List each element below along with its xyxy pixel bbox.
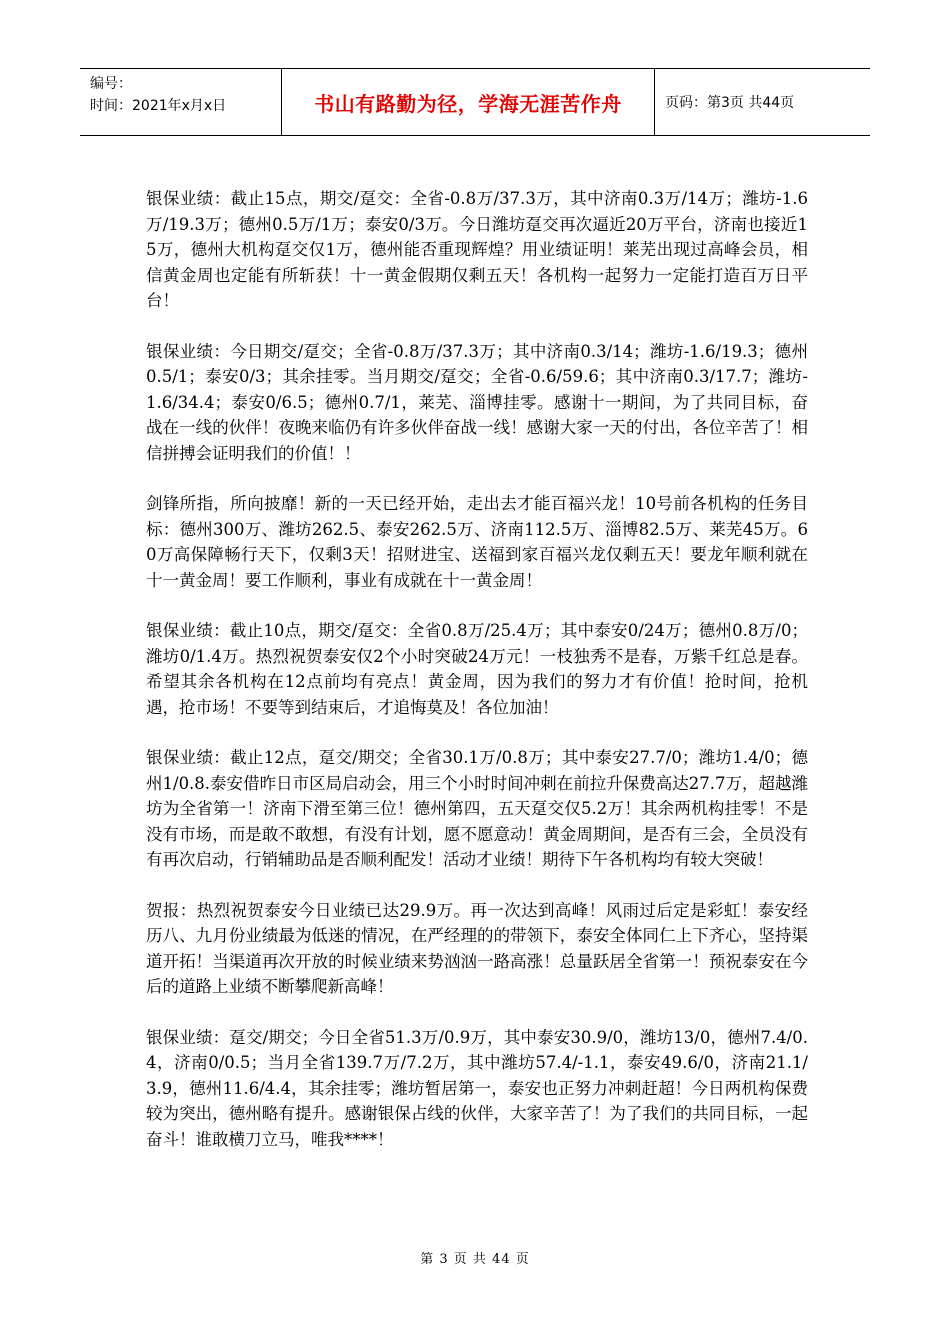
header-meta bbox=[80, 69, 282, 135]
paragraph: 银保业绩：趸交/期交；今日全省51.3万/0.9万，其中泰安30.9/0，潍坊13/0，德州7.4/0.4，济南0/0.5；当月全省139.7万/7.2万，其中潍坊57.4/-1.1，泰安49.6/0，济南21.1/3.9，德州11.6/4.4，其余挂零；潍坊暂居第一，泰安也正努力冲刺赶超！今日两机构保费较为突出，德州略有提升。感谢银保占线的伙伴，大家辛苦了！为了我们的共同目标，一起奋斗！谁敢横刀立马，唯我****！ bbox=[146, 1027, 808, 1149]
header-motto: 书山有路勤为径，学海无涯苦作舟 bbox=[282, 69, 655, 135]
header-page-info: 页码：第3页 共44页 bbox=[665, 95, 795, 111]
document-time: 时间：2021年x月x日 bbox=[90, 98, 227, 114]
page-header bbox=[80, 68, 870, 136]
paragraph: 剑锋所指，所向披靡！新的一天已经开始，走出去才能百福兴龙！10号前各机构的任务目标：德州300万、潍坊262.5、泰安262.5万、济南112.5万、淄博82.5万、莱芜45万。60万高保障畅行天下，仅剩3天！招财进宝、送福到家百福兴龙仅剩五天！要龙年顺利就在十一黄金周！要工作顺利，事业有成就在十一黄金周！ bbox=[146, 494, 808, 590]
document-body bbox=[146, 186, 808, 1177]
paragraph: 贺报：热烈祝贺泰安今日业绩已达29.9万。再一次达到高峰！风雨过后定是彩虹！泰安经历八、九月份业绩最为低迷的情况，在严经理的的带领下，泰安全体同仁上下齐心，坚持渠道开拓！当渠道再次开放的时候业绩来势汹汹一路高涨！总量跃居全省第一！预祝泰安在今后的道路上业绩不断攀爬新高峰！ bbox=[146, 900, 808, 996]
paragraph: 银保业绩：截止15点，期交/趸交：全省-0.8万/37.3万，其中济南0.3万/14万；潍坊-1.6万/19.3万；德州0.5万/1万；泰安0/3万。今日潍坊趸交再次逼近20万平台，济南也接近15万，德州大机构趸交仅1万，德州能否重现辉煌？用业绩证明！莱芜出现过高峰会员，相信黄金周也定能有所斩获！十一黄金假期仅剩五天！各机构一起努力一定能打造百万日平台！ bbox=[146, 189, 808, 310]
page-footer: 第 3 页 共 44 页 bbox=[420, 1252, 530, 1267]
document-number: 编号： bbox=[90, 76, 132, 92]
paragraph: 银保业绩：截止10点，期交/趸交：全省0.8万/25.4万；其中泰安0/24万；德州0.8万/0；潍坊0/1.4万。热烈祝贺泰安仅2个小时突破24万元！一枝独秀不是春，万紫千红总是春。希望其余各机构在12点前均有亮点！黄金周，因为我们的努力才有价值！抢时间，抢机遇，抢市场！不要等到结束后，才追悔莫及！各位加油！ bbox=[146, 621, 808, 717]
paragraph: 银保业绩：截止12点，趸交/期交；全省30.1万/0.8万；其中泰安27.7/0；潍坊1.4/0；德州1/0.8.泰安借昨日市区局启动会，用三个小时时间冲刺在前拉升保费高达27.7万，超越潍坊为全省第一！济南下滑至第三位！德州第四，五天趸交仅5.2万！其余两机构挂零！不是没有市场，而是敢不敢想，有没有计划，愿不愿意动！黄金周期间，是否有三会，全员没有有再次启动，行销辅助品是否顺利配发！活动才业绩！期待下午各机构均有较大突破！ bbox=[146, 748, 808, 869]
paragraph: 银保业绩：今日期交/趸交；全省-0.8万/37.3万；其中济南0.3/14；潍坊-1.6/19.3；德州0.5/1；泰安0/3；其余挂零。当月期交/趸交；全省-0.6/59.6；其中济南0.3/17.7；潍坊-1.6/34.4；泰安0/6.5；德州0.7/1，莱芜、淄博挂零。感谢十一期间，为了共同目标，奋战在一线的伙伴！夜晚来临仍有许多伙伴奋战一线！感谢大家一天的付出，各位辛苦了！相信拼搏会证明我们的价值！！ bbox=[146, 341, 808, 463]
